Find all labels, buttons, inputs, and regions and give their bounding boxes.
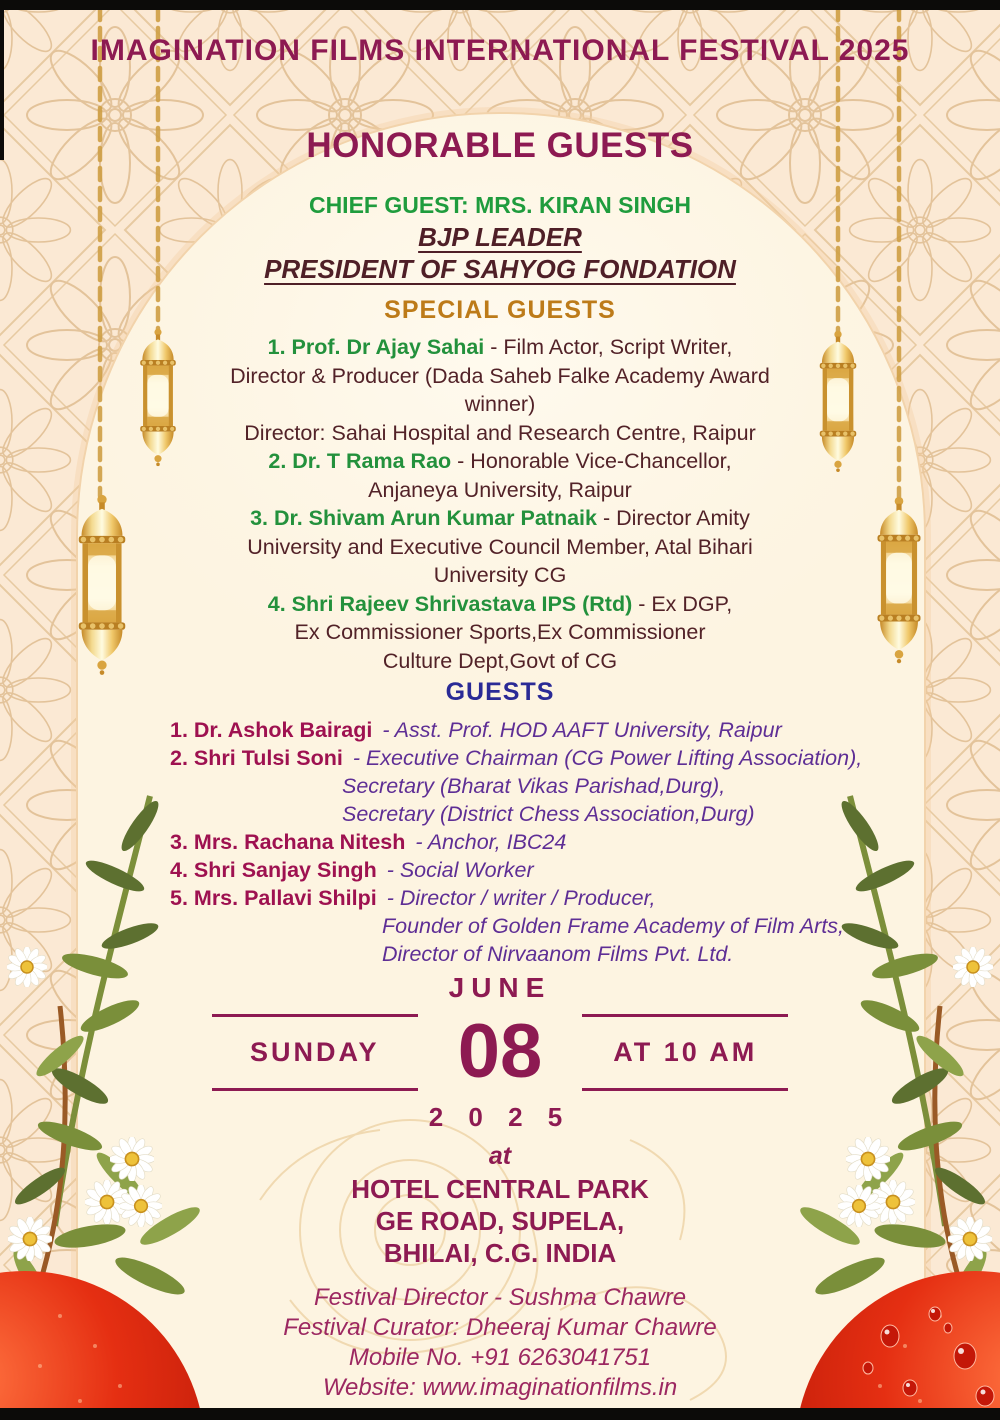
special-guest-name: 4. Shri Rajeev Shrivastava IPS (Rtd)	[267, 591, 633, 616]
special-guest-desc: - Honorable Vice-Chancellor,	[451, 449, 732, 473]
guest-desc: - Anchor, IBC24	[415, 830, 567, 854]
guest-desc: - Asst. Prof. HOD AAFT University, Raipur	[382, 718, 782, 742]
guest-name: 3. Mrs. Rachana Nitesh	[170, 830, 406, 854]
venue-city: BHILAI, C.G. INDIA	[383, 1238, 617, 1268]
event-weekday: SUNDAY	[212, 1014, 418, 1091]
bottom-black-bar	[0, 1408, 1000, 1420]
event-day-number: 08	[457, 1009, 543, 1094]
guests-heading: GUESTS	[445, 678, 555, 706]
chief-guest-line: CHIEF GUEST: MRS. KIRAN SINGH	[308, 192, 692, 218]
festival-director-line: Festival Director - Sushma Chawre	[313, 1284, 687, 1311]
guest-name: 4. Shri Sanjay Singh	[170, 858, 377, 882]
guest-desc-line: Director of Nirvaanom Films Pvt. Ltd.	[382, 942, 734, 966]
special-guest-desc-line: Ex Commissioner Sports,Ex Commissioner	[294, 620, 706, 644]
event-month: JUNE	[448, 972, 552, 1003]
special-guest-desc-line: Director: Sahai Hospital and Research Centre, Raipur	[244, 420, 756, 445]
special-guest-desc: - Ex DGP,	[632, 591, 733, 616]
guest-name: 2. Shri Tulsi Soni	[170, 746, 343, 770]
guest-name: 5. Mrs. Pallavi Shilpi	[170, 886, 377, 910]
special-guest-desc: - Director Amity	[597, 506, 750, 530]
festival-curator-line: Festival Curator: Dheeraj Kumar Chawre	[283, 1314, 717, 1341]
special-guest-item	[0, 504, 1000, 533]
special-guest-desc: - Film Actor, Script Writer,	[484, 335, 733, 359]
special-guest-desc-line: University and Executive Council Member, Atal Bihari	[247, 534, 753, 559]
website-line: Website: www.imaginationfilms.in	[322, 1374, 678, 1401]
guest-desc: - Director / writer / Producer,	[386, 886, 656, 910]
special-guest-name: 2. Dr. T Rama Rao	[268, 449, 452, 473]
special-guest-desc-line: winner)	[464, 392, 536, 416]
mobile-number-line: Mobile No. +91 6263041751	[348, 1344, 652, 1371]
guest-desc: - Executive Chairman (CG Power Lifting Association),	[352, 746, 863, 770]
guests-list	[170, 716, 940, 968]
event-year: 2 0 2 5	[428, 1102, 572, 1132]
special-guest-name: 1. Prof. Dr Ajay Sahai	[267, 335, 485, 359]
honorable-guests-heading: HONORABLE GUESTS	[306, 126, 694, 165]
venue-name: HOTEL CENTRAL PARK	[351, 1174, 649, 1204]
special-guest-item	[0, 590, 1000, 619]
guest-item	[170, 884, 940, 912]
chief-guest-role-2: PRESIDENT OF SAHYOG FONDATION	[264, 254, 736, 284]
venue-prefix: at	[488, 1142, 512, 1170]
special-guest-item	[0, 333, 1000, 362]
event-time: AT 10 AM	[582, 1014, 788, 1091]
special-guests-heading: SPECIAL GUESTS	[384, 296, 616, 324]
guest-desc: - Social Worker	[386, 858, 534, 882]
guest-desc-line: Founder of Golden Frame Academy of Film Arts,	[382, 914, 845, 938]
guest-name: 1. Dr. Ashok Bairagi	[170, 718, 373, 742]
special-guest-desc-line: University CG	[433, 563, 567, 587]
special-guest-desc-line: Anjaneya University, Raipur	[368, 477, 632, 502]
poster-title: IMAGINATION FILMS INTERNATIONAL FESTIVAL 2025	[90, 34, 910, 67]
left-edge-sliver	[0, 10, 4, 160]
guest-item	[170, 856, 940, 884]
top-black-bar	[0, 0, 1000, 10]
chief-guest-role-1: BJP LEADER	[418, 222, 582, 252]
special-guest-item	[0, 447, 1000, 476]
special-guests-list	[0, 333, 1000, 675]
guest-item	[170, 744, 940, 772]
special-guest-desc-line: Director & Producer (Dada Saheb Falke Academy Award	[230, 363, 770, 388]
special-guest-desc-line: Culture Dept,Govt of CG	[382, 648, 618, 673]
venue-street: GE ROAD, SUPELA,	[375, 1206, 625, 1236]
guest-desc-line: Secretary (District Chess Association,Durg)	[342, 802, 755, 826]
special-guest-name: 3. Dr. Shivam Arun Kumar Patnaik	[250, 506, 597, 530]
guest-item	[170, 716, 940, 744]
guest-item	[170, 828, 940, 856]
event-date-row	[0, 1009, 1000, 1094]
guest-desc-line: Secretary (Bharat Vikas Parishad,Durg),	[342, 774, 726, 798]
